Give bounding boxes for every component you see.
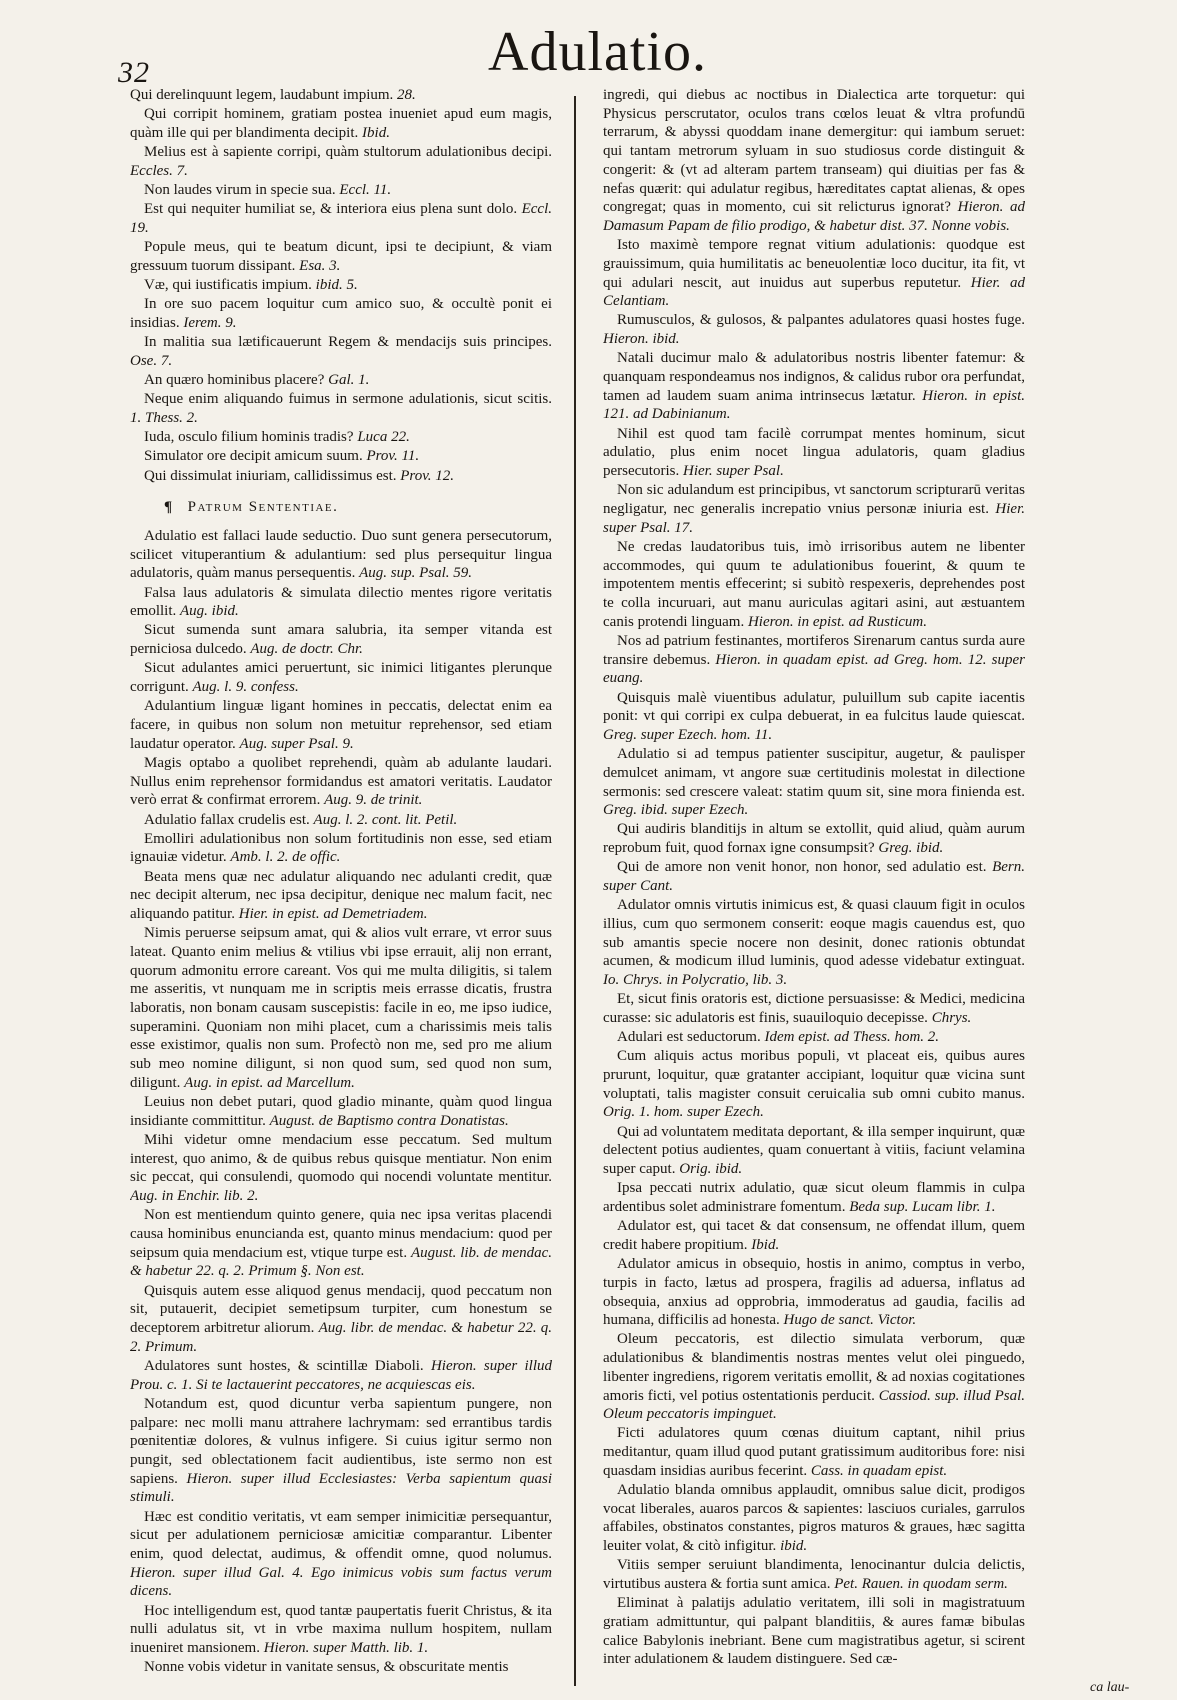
paragraph bbox=[130, 428, 552, 447]
citation: Aug. sup. Psal. 59. bbox=[359, 565, 473, 582]
citation: Eccl. 11. bbox=[339, 182, 392, 199]
paragraph-text: Beata mens quæ nec adulatur aliquando nec adulanti credit, quæ nec decipit alterum, nec ipsa decipitur, denique nec malum facit, nec aliquando patitur. bbox=[130, 868, 552, 923]
citation: Hieron. super illud Ecclesiastes: Verba sapientum quasi stimuli. bbox=[130, 1470, 552, 1506]
paragraph-text: Oleum peccatoris, est dilectio simulata verborum, quæ adulationibus & blandimentis nostras mentes velut olei pinguedo, libenter ingrediens, rigorem veritatis emollit, & ad noxias cogitationes amoris ficti, vel potius ostentationis perducit. bbox=[603, 1331, 1025, 1404]
citation: August. de Baptismo contra Donatistas. bbox=[269, 1112, 509, 1129]
paragraph-text: Neque enim aliquando fuimus in sermone adulationis, sicut scitis. bbox=[144, 391, 552, 408]
citation: Aug. libr. de mendac. & habetur 22. q. 2. Primum. bbox=[130, 1320, 552, 1355]
paragraph-text: Qui dissimulat iniuriam, callidissimus est. bbox=[144, 467, 397, 484]
citation: Pet. Rauen. in quodam serm. bbox=[834, 1576, 1008, 1593]
catchword: ca lau- bbox=[1090, 1680, 1130, 1695]
paragraph-text: Melius est à sapiente corripi, quàm stultorum adulationibus decipi. bbox=[144, 144, 552, 161]
citation: Hieron. super illud Prou. c. 1. Si te lactauerint peccatores, ne acquiescas eis. bbox=[130, 1357, 552, 1393]
paragraph-text: Hoc intelligendum est, quod tantæ paupertatis fuerit Christus, & ita nulli adulatus sit, vt in vrbe maxima nullum hospitem, nullam inueniret mansionem. bbox=[130, 1602, 552, 1656]
citation: Hieron. ad Damasum Papam de filio prodigo, & habetur dist. 37. Nonne vobis. bbox=[603, 199, 1025, 234]
citation: 28. bbox=[397, 87, 416, 103]
paragraph-text: Sicut adulantes amici peruertunt, sic inimici litigantes plerunque corrigunt. bbox=[130, 660, 552, 696]
paragraph-text: Adulatio si ad tempus patienter suscipitur, augetur, & paulisper demulcet animam, vt angore suæ certitudinis molestat in dilectione sermonis: sed crescere valeat: statim quum sit, sine mora finienda est. bbox=[603, 746, 1025, 800]
paragraph bbox=[130, 467, 552, 486]
paragraph-text: Adulantium linguæ ligant homines in peccatis, delectat enim ea facere, in quibus non solum non metuitur reprehensor, sed etiam laudatur operator. bbox=[130, 698, 552, 752]
citation: Hieron. in epist. ad Rusticum. bbox=[747, 613, 927, 630]
paragraph bbox=[130, 105, 552, 142]
paragraph-text: Falsa laus adulatoris & simulata dilectio mentes rigore veritatis emollit. bbox=[130, 584, 552, 620]
paragraph-text: Qui de amore non venit honor, non honor, sed adulatio est. bbox=[617, 859, 987, 876]
paragraph-text: In malitia sua lætificauerunt Regem & mendacijs suis principes. bbox=[144, 334, 552, 351]
citation: ibid. bbox=[780, 1538, 808, 1555]
paragraph bbox=[603, 1594, 1025, 1669]
paragraph bbox=[130, 584, 552, 621]
paragraph bbox=[130, 295, 552, 332]
paragraph bbox=[130, 1658, 552, 1677]
citation: Orig. ibid. bbox=[679, 1161, 743, 1178]
paragraph-text: Mihi videtur omne mendacium esse peccatum. Sed multum interest, quo animo, & de quibus rebus quisque mentiatur. Non enim sic peccat, qui consulendi, quomodo qui nocendi voluntate mentitur. bbox=[130, 1131, 552, 1186]
column-divider bbox=[574, 96, 576, 1686]
paragraph bbox=[603, 1330, 1025, 1424]
citation: Greg. super Ezech. hom. 11. bbox=[603, 726, 773, 743]
paragraph bbox=[130, 1093, 552, 1130]
paragraph-text: Leuius non debet putari, quod gladio minante, quàm quod lingua insidiante committitur. bbox=[130, 1094, 552, 1129]
citation: Idem epist. ad Thess. hom. 2. bbox=[764, 1029, 940, 1046]
scripture-citations bbox=[130, 86, 552, 485]
paragraph-text: Vitiis semper seruiunt blandimenta, lenocinantur dulcia delictis, virtutibus austera & fortia sunt amica. bbox=[603, 1557, 1025, 1593]
patrum-sententiae bbox=[130, 527, 552, 1677]
citation: Hier. super Psal. 17. bbox=[603, 500, 1025, 536]
citation: Greg. ibid. super Ezech. bbox=[603, 802, 749, 819]
citation: Bern. super Cant. bbox=[603, 859, 1025, 895]
paragraph bbox=[603, 236, 1025, 311]
paragraph bbox=[603, 1123, 1025, 1179]
pilcrow-mark: ¶ bbox=[164, 499, 174, 516]
paragraph bbox=[130, 811, 552, 830]
paragraph bbox=[130, 200, 552, 237]
citation: August. lib. de mendac. & habetur 22. q. 2. Primum §. Non est. bbox=[130, 1244, 552, 1280]
paragraph-text: Nonne vobis videtur in vanitate sensus, & obscuritate mentis bbox=[144, 1659, 509, 1676]
paragraph-text: Adulator est, qui tacet & dat consensum, ne offendat illum, quem credit habere propitium. bbox=[603, 1218, 1025, 1253]
paragraph bbox=[603, 820, 1025, 857]
paragraph-text: Rumusculos, & gulosos, & palpantes adulatores quasi hostes fuge. bbox=[617, 312, 1025, 329]
paragraph bbox=[130, 830, 552, 867]
paragraph-text: Ipsa peccati nutrix adulatio, quæ sicut oleum flammis in culpa ardentibus solet administrare fomentum. bbox=[603, 1180, 1025, 1215]
paragraph bbox=[130, 390, 552, 427]
paragraph-text: Qui audiris blanditijs in altum se extollit, quid aliud, quàm aurum reprobum fuit, quod fornax igne consumpsit? bbox=[603, 821, 1025, 857]
citation: Greg. ibid. bbox=[878, 840, 944, 857]
running-title: Adulatio. bbox=[488, 21, 707, 83]
paragraph-text: Adulator omnis virtutis inimicus est, & quasi clauum figit in oculos illius, cum quo sermonem conserit: eoque magis cauendus est, quo sub amantis specie nocere non desinit, donec rationis obtundat acumen, & modicum illud luminis, quod adesse videbatur extinguat. bbox=[603, 897, 1025, 970]
paragraph bbox=[603, 1217, 1025, 1254]
citation: 1. Thess. 2. bbox=[130, 409, 198, 426]
right-column bbox=[603, 86, 1025, 1686]
paragraph-text: Et, sicut finis oratoris est, dictione persuasisse: & Medici, medicina curasse: sic adulatoris est finis, suauiloquio decepisse. bbox=[603, 991, 1025, 1026]
paragraph bbox=[603, 1179, 1025, 1216]
paragraph-text: Adulari est seductorum. bbox=[617, 1029, 761, 1046]
left-column bbox=[130, 86, 552, 1686]
paragraph bbox=[130, 1282, 552, 1357]
citation: Aug. in epist. ad Marcellum. bbox=[184, 1074, 355, 1091]
paragraph-text: An quæro hominibus placere? bbox=[144, 372, 325, 389]
section-heading-text: Patrum Sententiae. bbox=[187, 499, 339, 516]
citation: Aug. in Enchir. lib. 2. bbox=[130, 1188, 259, 1205]
citation: Chrys. bbox=[931, 1009, 972, 1026]
paragraph bbox=[603, 745, 1025, 820]
paragraph bbox=[603, 311, 1025, 348]
paragraph bbox=[603, 632, 1025, 688]
paragraph-text: Nihil est quod tam facilè corrumpat mentes hominum, sicut adulatio, plus enim nocet lingua adulatoris, quam gladius persecutoris. bbox=[603, 425, 1025, 480]
citation: Hieron. in quadam epist. ad Greg. hom. 12. super euang. bbox=[603, 651, 1025, 687]
paragraph-text: Non laudes virum in specie sua. bbox=[144, 182, 336, 199]
paragraph bbox=[603, 896, 1025, 990]
paragraph-text: Isto maximè tempore regnat vitium adulationis: quodque est grauissimum, quia humilitatis ac beneuolentiæ loco ducitur, ita fit, vt qui adulari nescit, aut inuidus aut superbus reputetur. bbox=[603, 237, 1025, 291]
paragraph bbox=[603, 86, 1025, 236]
paragraph-text: Non est mentiendum quinto genere, quia nec ipsa veritas placendi causa hominibus enuncianda est, quanto minus mendacium: quod per seipsum quia mendacium est, vtique turpe est. bbox=[130, 1207, 552, 1261]
section-heading bbox=[130, 498, 552, 517]
paragraph bbox=[130, 238, 552, 275]
paragraph-text: Simulator ore decipit amicum suum. bbox=[144, 448, 363, 465]
paragraph-text: Nimis peruerse seipsum amat, qui & alios vult errare, vt error suus lateat. Quanto enim melius & vtilius vbi ipse errauit, alij non errant, quorum admonitu errore careant. Vos qui me multa diligitis, si talem me asseritis, vt nunquam me in scriptis meis errasse dicatis, frustra laboratis, non bonam causam suscepistis: facile in eo, me ipso iudice, superamini. Quoniam non mihi placet, cum a charissimis meis talis esse existimor, qualis non sum. Profectò non me, sed pro me alium sub meo nomine diligunt, si non quod sum, sed quod non sum, diligunt. bbox=[130, 925, 552, 1091]
paragraph bbox=[603, 349, 1025, 424]
paragraph-text: Emolliri adulationibus non solum fortitudinis non esse, sed etiam ignauiæ videtur. bbox=[130, 830, 552, 866]
paragraph-text: Ficti adulatores quum cœnas diuitum captant, nihil prius meditantur, quam illud quod putant gratissimum auditoribus fore: nisi quasdam insidias auribus fecerint. bbox=[603, 1425, 1025, 1479]
citation: Eccl. 19. bbox=[130, 201, 552, 236]
paragraph-text: Adulatio blanda omnibus applaudit, omnibus salue dicit, prodigos vocat liberales, auaros parcos & sapientes: lasciuos curiales, garrulos affabiles, obstinatos constantes, pigros maturos & graues, hæc sagitta leuiter volat, & citò infigitur. bbox=[603, 1482, 1025, 1555]
citation: Aug. super Psal. 9. bbox=[239, 735, 354, 752]
paragraph-text: Qui ad voluntatem meditata deportant, & illa semper inquirunt, quæ delectent potius audientes, quam conuertant à vitiis, faciunt velamina super caput. bbox=[603, 1123, 1025, 1178]
paragraph-text: Magis optabo a quolibet reprehendi, quàm ab adulante laudari. Nullus enim reprehensor formidandus est amatori veritatis. Laudator verò errat & confirmat errorem. bbox=[130, 754, 552, 809]
citation: Hieron. ibid. bbox=[603, 331, 680, 348]
paragraph-text: Notandum est, quod dicuntur verba sapientum pungere, non palpare: nec molli manu attrahere lachrymam: sed errantibus tardis pœnitentiæ dolores, & vulnus infigere. Si cuius igitur sermo non pungit, sed oblectationem facit audientibus, iste sermo non est sapiens. bbox=[130, 1395, 552, 1487]
paragraph bbox=[130, 276, 552, 295]
citation: Aug. de doctr. Chr. bbox=[250, 641, 363, 658]
paragraph-text: In ore suo pacem loquitur cum amico suo, & occultè ponit ei insidias. bbox=[130, 296, 552, 331]
paragraph-text: Popule meus, qui te beatum dicunt, ipsi te decipiunt, & viam gressuum tuorum dissipant. bbox=[130, 239, 552, 274]
citation: Hier. super Psal. bbox=[682, 463, 784, 480]
citation: Beda sup. Lucam libr. 1. bbox=[849, 1198, 996, 1215]
citation: Cassiod. sup. illud Psal. Oleum peccatoris impinguet. bbox=[603, 1387, 1025, 1423]
paragraph bbox=[130, 754, 552, 810]
paragraph bbox=[130, 371, 552, 390]
citation: Cass. in quadam epist. bbox=[810, 1462, 948, 1479]
paragraph bbox=[603, 481, 1025, 537]
paragraph bbox=[130, 621, 552, 658]
paragraph bbox=[130, 1357, 552, 1394]
paragraph-text: Adulatores sunt hostes, & scintillæ Diaboli. bbox=[144, 1357, 424, 1374]
citation: Io. Chrys. in Polycratio, lib. 3. bbox=[603, 972, 788, 989]
citation: Hieron. super Matth. lib. 1. bbox=[263, 1639, 429, 1656]
citation: Ibid. bbox=[751, 1236, 780, 1253]
paragraph bbox=[603, 1556, 1025, 1593]
citation: Hier. ad Celantiam. bbox=[603, 274, 1025, 310]
citation: ibid. 5. bbox=[315, 277, 358, 294]
paragraph-text: Cum aliquis actus moribus populi, vt placeat eis, quibus aures prurunt, loquitur, quæ gratanter accipiant, loquitur quæ vicina sunt voluptati, talis magister consuit ceruicalia sub omni cubito manus. bbox=[603, 1048, 1025, 1102]
citation: Hieron. in epist. 121. ad Dabinianum. bbox=[603, 387, 1025, 423]
citation: Prov. 11. bbox=[366, 448, 420, 465]
paragraph-text: Qui corripit hominem, gratiam postea inueniet apud eum magis, quàm ille qui per blandimenta decipit. bbox=[130, 106, 552, 141]
paragraph-text: Qui derelinquunt legem, laudabunt impium. bbox=[130, 87, 394, 103]
paragraph-text: Adulatio est fallaci laude seductio. Duo sunt genera persecutorum, scilicet vituperantium & adulantium: sed plus persequitur lingua adulatoris, quàm manus persequentis. bbox=[130, 527, 552, 582]
paragraph bbox=[603, 425, 1025, 481]
page-number: 32 bbox=[118, 56, 150, 89]
paragraph bbox=[130, 181, 552, 200]
citation: Orig. 1. hom. super Ezech. bbox=[603, 1104, 764, 1121]
paragraph bbox=[130, 924, 552, 1092]
citation: Luca 22. bbox=[357, 429, 410, 446]
citation: Esa. 3. bbox=[299, 257, 341, 274]
citation: Ibid. bbox=[362, 124, 390, 141]
paragraph-text: Væ, qui iustificatis impium. bbox=[144, 277, 312, 294]
right-sententiae bbox=[603, 86, 1025, 1669]
citation: Aug. ibid. bbox=[180, 603, 239, 620]
paragraph bbox=[130, 1395, 552, 1507]
paragraph bbox=[603, 1481, 1025, 1556]
citation: Hugo de sanct. Victor. bbox=[783, 1312, 917, 1329]
paragraph-text: ingredi, qui diebus ac noctibus in Dialectica arte torquetur: qui Physicus perscrutator, oculos trans cœlos leuat & vltra profundū terrarum, & abyssi quoddam inane demergitur: qui iambum seruet: qui tantam metrorum syluam in suo studiosus corde distinguit & congerit: & (vt ad alteram partem transeam) qui diuitias per fas & nefas quærit: qui adulatur regibus, hæreditates captat alienas, & opes congregat; quas in momento, cui sit relicturus ignorat? bbox=[603, 87, 1025, 216]
paragraph bbox=[603, 538, 1025, 632]
paragraph-text: Sicut sumenda sunt amara salubria, ita semper vitanda est perniciosa dulcedo. bbox=[130, 622, 552, 658]
citation: Gal. 1. bbox=[328, 372, 370, 389]
citation: Ierem. 9. bbox=[183, 314, 237, 331]
paragraph bbox=[130, 1508, 552, 1602]
paragraph-text: Eliminat à palatijs adulatio veritatem, illi soli in magistratuum gratiam admittuntur, qui palpant blanditiis, & aures famæ bibulas calice Babylonis inebriant. Bene cum magistratibus agetur, si scirent inter adulationem & laudem distinguere. Sed cæ- bbox=[603, 1595, 1025, 1668]
citation: Amb. l. 2. de offic. bbox=[230, 849, 341, 866]
paragraph bbox=[130, 447, 552, 466]
paragraph bbox=[130, 659, 552, 696]
paragraph-text: Adulatio fallax crudelis est. bbox=[144, 811, 310, 828]
citation: Aug. l. 2. cont. lit. Petil. bbox=[313, 811, 458, 828]
paragraph bbox=[130, 527, 552, 583]
paragraph bbox=[603, 990, 1025, 1027]
paragraph bbox=[603, 1424, 1025, 1480]
paragraph-text: Non sic adulandum est principibus, vt sanctorum scripturarū veritas negligatur, nec generalis increpatio vnius personæ iniuria est. bbox=[603, 482, 1025, 517]
paragraph-text: Natali ducimur malo & adulatoribus nostris libenter fatemur: & quanquam respondeamus nos indignos, & calidus rubor ora perfundat, tamen ad laudem suam anima intrinsecus lætatur. bbox=[603, 350, 1025, 404]
citation: Aug. l. 9. confess. bbox=[192, 679, 299, 696]
paragraph bbox=[603, 1255, 1025, 1330]
paragraph bbox=[603, 1028, 1025, 1047]
citation: Hier. in epist. ad Demetriadem. bbox=[238, 906, 428, 923]
paragraph bbox=[130, 333, 552, 370]
paragraph bbox=[130, 1131, 552, 1206]
paragraph bbox=[130, 1206, 552, 1281]
paragraph bbox=[603, 1047, 1025, 1122]
paragraph bbox=[603, 689, 1025, 745]
paragraph-text: Iuda, osculo filium hominis tradis? bbox=[144, 429, 354, 446]
paragraph-text: Quisquis malè viuentibus adulatur, puluillum sub capite iacentis ponit: vt qui corripi ex culpa debuerat, in ea fulcitus laude quiescat. bbox=[603, 689, 1025, 725]
citation: Prov. 12. bbox=[400, 467, 454, 484]
citation: Ose. 7. bbox=[130, 352, 173, 369]
paragraph-text: Est qui nequiter humiliat se, & interiora eius plena sunt dolo. bbox=[144, 201, 518, 218]
paragraph-text: Nos ad patrium festinantes, mortiferos Sirenarum cantus surda aure transire debemus. bbox=[603, 632, 1025, 668]
paragraph-text: Ne credas laudatoribus tuis, imò irrisoribus autem ne libenter accommodes, qui quum te adulationibus fouerint, & quum te impotentem mentis effecerint; si subitò respexeris, deprehendes post te colla incuruari, aut manu auriculas agitari asini, aut æstuantem canis protendi linguam. bbox=[603, 538, 1025, 630]
paragraph bbox=[603, 858, 1025, 895]
paragraph bbox=[130, 143, 552, 180]
paragraph bbox=[130, 86, 552, 105]
citation: Eccles. 7. bbox=[130, 162, 188, 179]
paragraph bbox=[130, 1602, 552, 1658]
paragraph bbox=[130, 868, 552, 924]
citation: Hieron. super illud Gal. 4. Ego inimicus vobis sum factus verum dicens. bbox=[130, 1564, 552, 1600]
citation: Aug. 9. de trinit. bbox=[324, 792, 423, 809]
paragraph-text: Hæc est conditio veritatis, vt eam semper inimicitiæ persequantur, sicut per adulationem perniciosæ amicitiæ comparantur. Libenter enim, quod delectat, audimus, & offendit omne, quod nolumus. bbox=[130, 1508, 552, 1562]
paragraph-text: Adulator amicus in obsequio, hostis in animo, comptus in verbo, turpis in facto, lætus ad prospera, fragilis ad aduersa, inflatus ad obsequia, anxius ad opprobria, immoderatus ad gaudia, facilis ad humana, difficilis ad honesta. bbox=[603, 1256, 1025, 1329]
paragraph bbox=[130, 697, 552, 753]
paragraph-text: Quisquis autem esse aliquod genus mendacij, quod peccatum non sit, putauerit, decipiet semetipsum turpiter, cum honestum se deceptorem arbitretur aliorum. bbox=[130, 1282, 552, 1336]
